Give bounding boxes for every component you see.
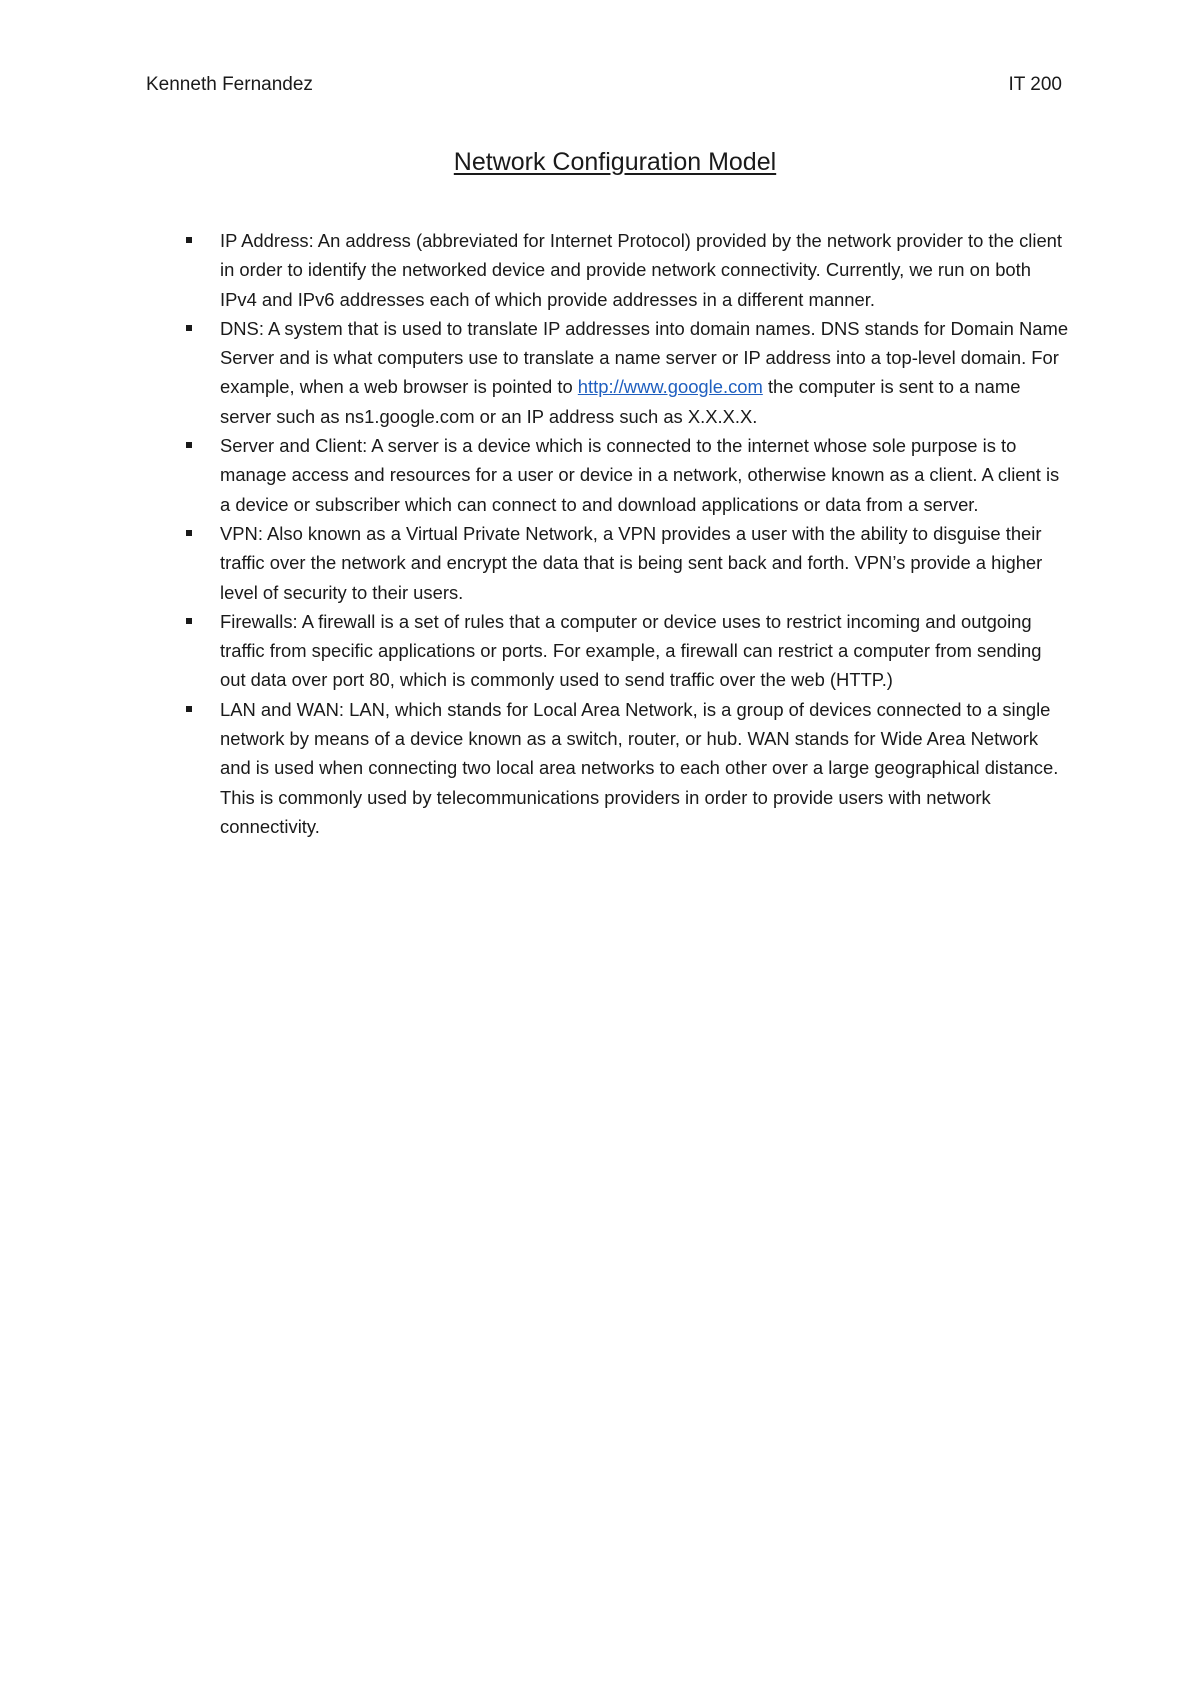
list-item-dns [182, 314, 1072, 431]
author-name: Kenneth Fernandez [146, 74, 313, 95]
list-item-text-continued: the computer is sent to a name server such as ns1.google.com or an IP address such as X.X.X.X. [220, 376, 1021, 427]
square-bullet-icon [186, 237, 192, 243]
list-item-server-client [182, 431, 1072, 519]
list-item-text: IP Address: An address (abbreviated for Internet Protocol) provided by the network provider to the client in order to identify the networked device and provide network connectivity. Currently, we run on both IPv4 and IPv6 addresses each of which provide addresses in a different manner. [220, 230, 1063, 310]
square-bullet-icon [186, 618, 192, 624]
square-bullet-icon [186, 442, 192, 448]
list-item-text: Server and Client: A server is a device which is connected to the internet whose sole purpose is to manage access and resources for a user or device in a network, otherwise known as a client. A client is a device or subscriber which can connect to and download applications or data from a server. [220, 435, 1060, 515]
list-item-text: VPN: Also known as a Virtual Private Network, a VPN provides a user with the ability to disguise their traffic over the network and encrypt the data that is being sent back and forth. VPN’s provide a higher level of security to their users. [220, 522, 1043, 603]
list-item-text: LAN and WAN: LAN, which stands for Local Area Network, is a group of devices connected to a single network by means of a device known as a switch, router, or hub. WAN stands for Wide Area Network and is used when connecting two local area networks to each other over a large geographical distance. This is commonly used by telecommunications providers in order to provide users with network connectivity. [220, 698, 1059, 837]
document-title: Network Configuration Model [453, 148, 777, 176]
square-bullet-icon [186, 706, 192, 712]
list-item-lan-wan [182, 695, 1072, 841]
list-item-vpn [182, 519, 1072, 607]
list-item-text: DNS: A system that is used to translate IP addresses into domain names. DNS stands for Domain Name Server and is what computers use to translate a name server or IP address into a top-level domain. For example, when a web browser is pointed to [220, 317, 1069, 398]
course-code: IT 200 [1008, 74, 1062, 95]
definition-list [182, 226, 1072, 841]
list-item-ip-address [182, 226, 1072, 314]
google-link[interactable]: http://www.google.com [577, 376, 763, 398]
square-bullet-icon [186, 530, 192, 536]
page-header [146, 74, 1062, 98]
list-item-firewalls [182, 607, 1072, 695]
square-bullet-icon [186, 325, 192, 331]
list-item-text: Firewalls: A firewall is a set of rules that a computer or device uses to restrict incoming and outgoing traffic from specific applications or ports. For example, a firewall can restrict a computer from sending out data over port 80, which is commonly used to send traffic over the web (HTTP.) [220, 610, 1042, 691]
